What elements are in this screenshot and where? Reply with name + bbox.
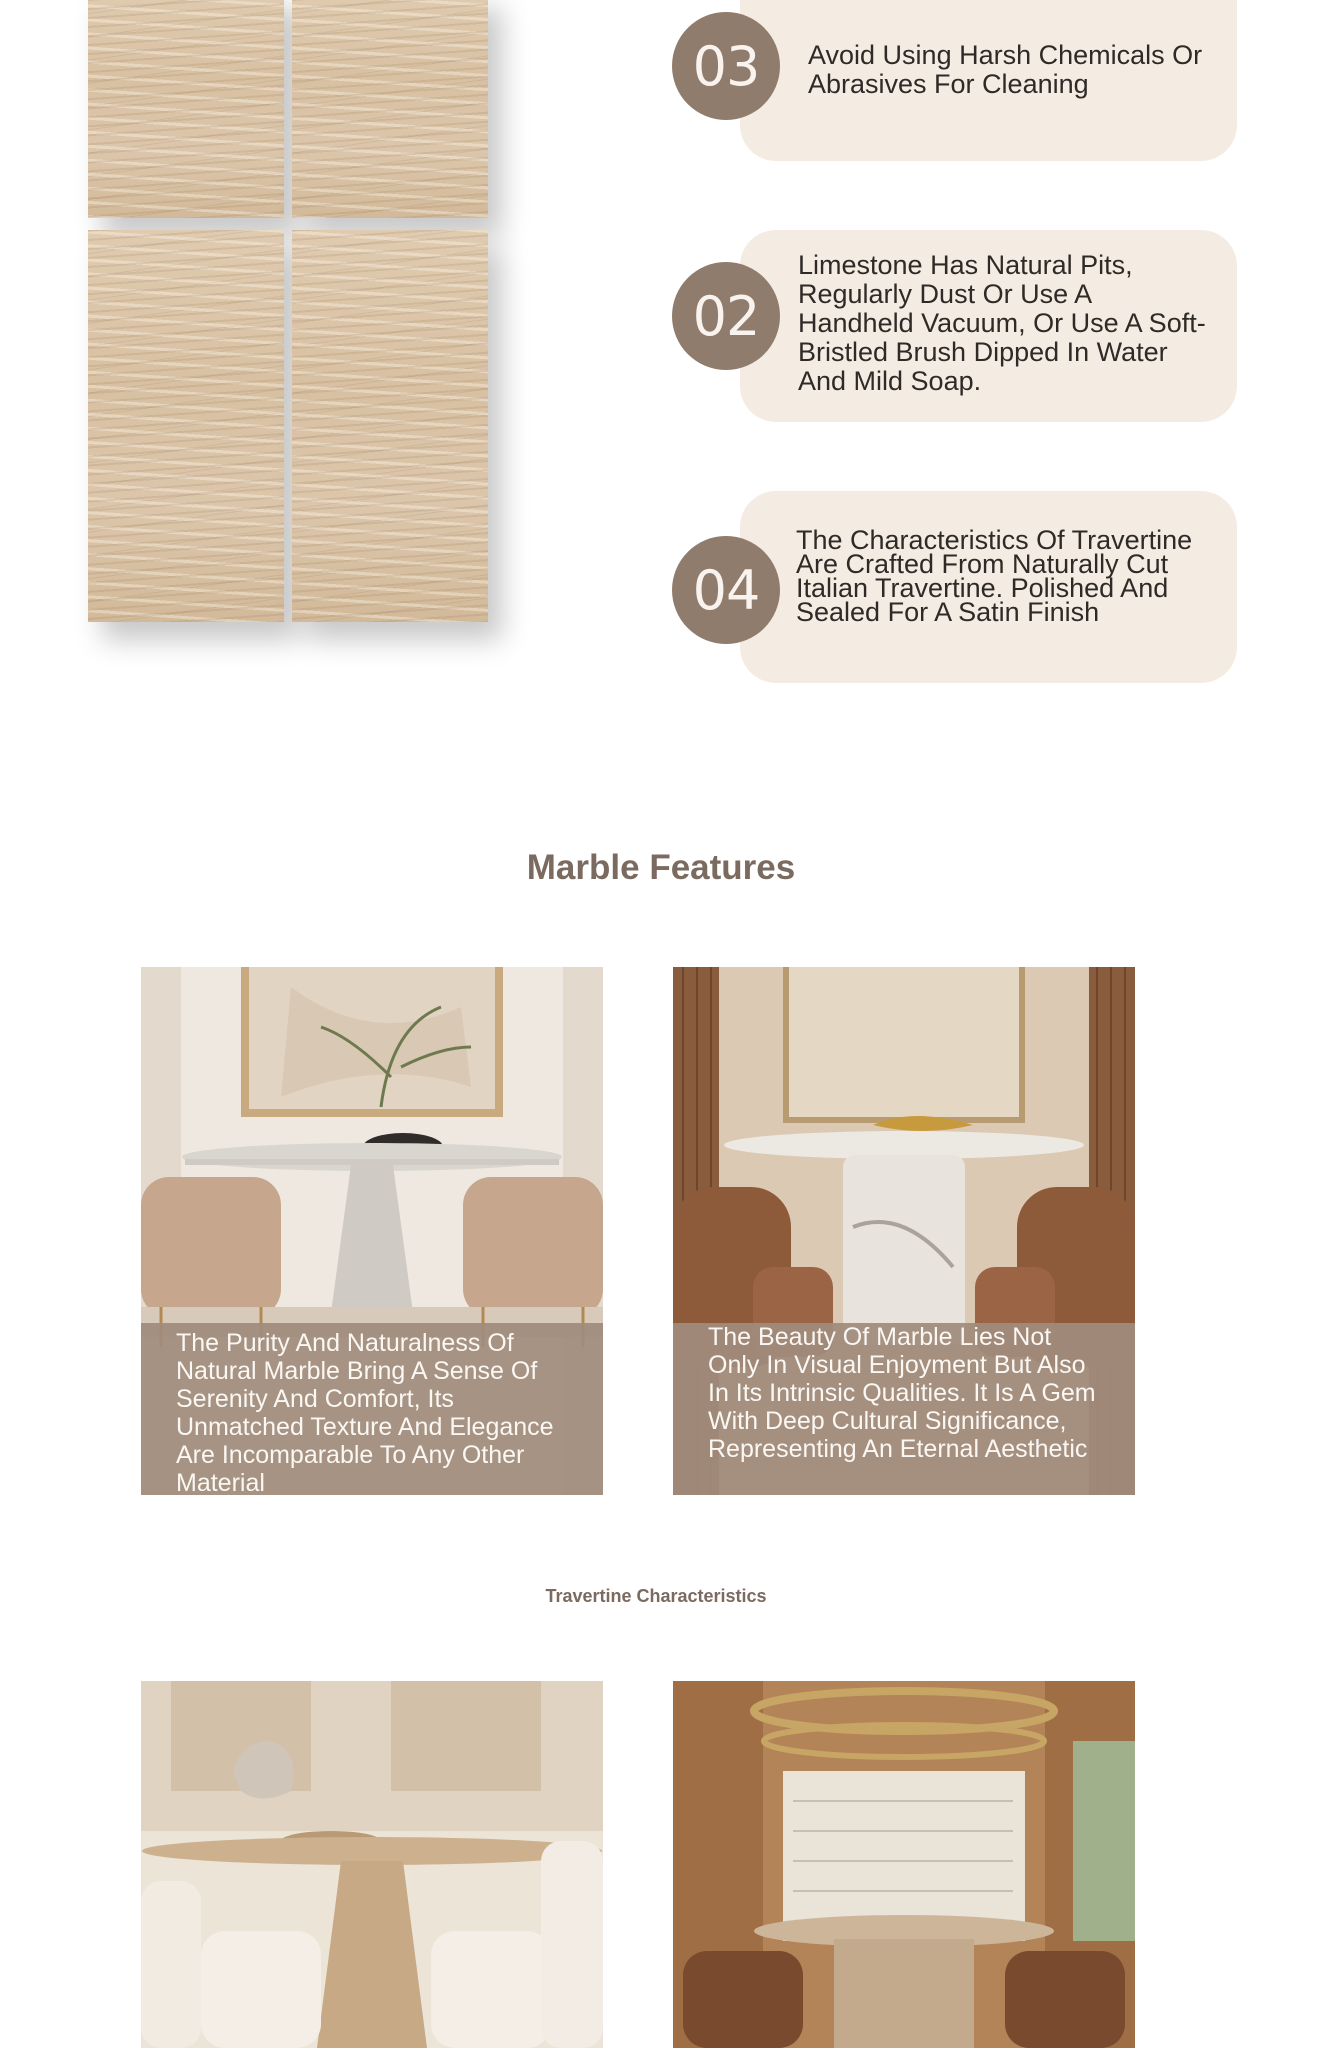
marble-feature-card	[673, 967, 1135, 1495]
travertine-feature-card	[141, 1681, 603, 2048]
feature-caption: The Purity And Naturalness Of Natural Marble Bring A Sense Of Serenity And Comfort, Its Unmatched Texture And Elegance Are Incomparable To Any Other Material	[141, 1323, 603, 1495]
travertine-tile-bottom-left	[88, 230, 284, 622]
marble-feature-card	[141, 967, 603, 1495]
tip-number-badge: 03	[672, 12, 780, 120]
travertine-tile-display	[0, 0, 620, 640]
travertine-tile-top-right	[292, 0, 488, 218]
care-tips-list	[660, 0, 1300, 700]
feature-caption: The Beauty Of Marble Lies Not Only In Visual Enjoyment But Also In Its Intrinsic Qualities. It Is A Gem With Deep Cultural Significance, Representing An Eternal Aesthetic	[673, 1323, 1135, 1495]
care-tip-text: Avoid Using Harsh Chemicals Or Abrasives For Cleaning	[808, 40, 1203, 99]
travertine-tile-top-left	[88, 0, 284, 218]
tip-number-badge: 04	[672, 536, 780, 644]
care-tip-text: Limestone Has Natural Pits, Regularly Dust Or Use A Handheld Vacuum, Or Use A Soft-Bristled Brush Dipped In Water And Mild Soap.	[798, 250, 1206, 396]
tip-number-badge: 02	[672, 262, 780, 370]
travertine-dining-photo-warm	[673, 1681, 1135, 2048]
travertine-characteristics-title: Travertine Characteristics	[545, 1586, 767, 1606]
marble-features-title: Marble Features	[526, 848, 796, 887]
travertine-dining-photo-light	[141, 1681, 603, 2048]
care-tip-text: The Characteristics Of Travertine Are Crafted From Naturally Cut Italian Travertine. Polished And Sealed For A Satin Finish	[796, 525, 1193, 627]
watermark: ​	[487, 48, 553, 171]
travertine-tile-bottom-right	[292, 230, 488, 622]
travertine-feature-card	[673, 1681, 1135, 2048]
